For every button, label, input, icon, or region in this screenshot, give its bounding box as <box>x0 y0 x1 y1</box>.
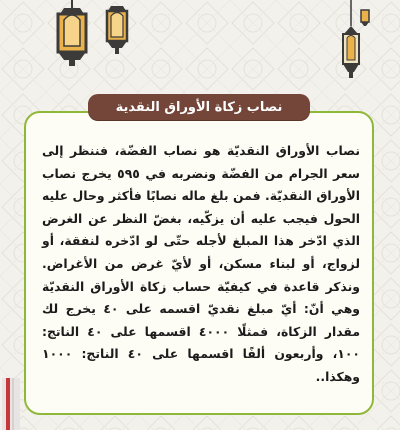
lantern-icon <box>102 6 132 54</box>
book-spine <box>0 378 22 430</box>
lantern-icon <box>50 0 94 66</box>
card-title: نصاب زكاة الأوراق النقدية <box>115 99 283 115</box>
card-paragraph: نصاب الأوراق النقديّة هو نصاب الفضّة، فننظر إلى سعر الجرام من الفضّة ونضربه في ٥٩٥ يخرج نصاب الأوراق النقديّة. فمن بلغ ماله نصابًا فأكثر وحال عليه الحول فيجب عليه أن يزكّيه، بغضّ النظر عن الغرض الذي ادّخر هذا المبلغ لأجله حتّى لو ادّخره لنفقة، أو لزواج، أو لبناء مسكن، أو لأيّ غرض من الأغراض. ونذكر قاعدة في كيفيّة حساب زكاة الأوراق النقديّة وهي أنّ: أيّ مبلغ نقديّ اقسمه على ٤٠ يخرج لك مقدار الزكاة، فمثلًا ٤٠٠٠ اقسمها على ٤٠ الناتج: ١٠٠، وأربعون ألفًا اقسمها على ٤٠ الناتج: ١٠٠٠ وهكذا.. <box>42 143 360 384</box>
card-body <box>42 140 360 389</box>
card-title-tab <box>88 94 310 120</box>
lantern-icon <box>358 8 372 26</box>
